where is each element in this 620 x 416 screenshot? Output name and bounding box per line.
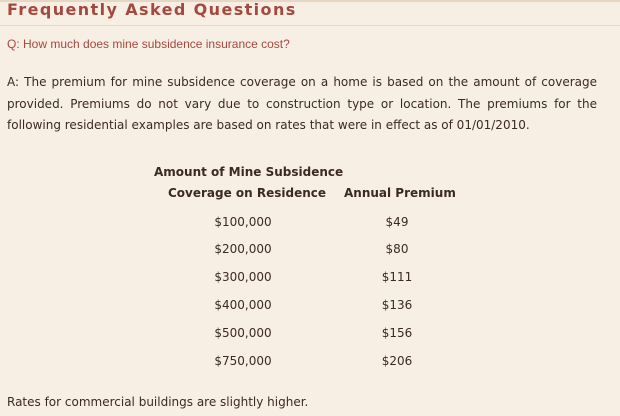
table-cell-premium: $206: [381, 354, 413, 368]
faq-answer: A: The premium for mine subsidence coverage on a home is based on the amount of coverage provided. Premiums do not vary due to construction type or location. The premiums for the following residential examples are based on rates that were in effect as of 01/01/2010.: [7, 75, 597, 132]
title-divider: [0, 25, 620, 26]
table-header-premium: Annual Premium: [344, 186, 456, 200]
table-cell-premium: $156: [381, 326, 413, 340]
table-cell-premium: $136: [381, 298, 413, 312]
table-cell-coverage: $300,000: [214, 270, 272, 284]
page-title: Frequently Asked Questions: [7, 0, 297, 19]
footer-note: Rates for commercial buildings are slightly higher.: [7, 395, 309, 409]
table-cell-coverage: $500,000: [214, 326, 272, 340]
table-cell-coverage: $200,000: [214, 242, 272, 256]
table-cell-premium: $49: [385, 215, 409, 229]
table-cell-coverage: $750,000: [214, 354, 272, 368]
table-cell-premium: $111: [381, 270, 413, 284]
table-cell-coverage: $400,000: [214, 298, 272, 312]
table-cell-premium: $80: [385, 242, 409, 256]
table-header-coverage-line1: Amount of Mine Subsidence: [154, 165, 344, 179]
table-cell-coverage: $100,000: [214, 215, 272, 229]
table-header-coverage-line2: Coverage on Residence: [168, 186, 327, 200]
faq-question: Q: How much does mine subsidence insurance cost?: [7, 37, 290, 51]
